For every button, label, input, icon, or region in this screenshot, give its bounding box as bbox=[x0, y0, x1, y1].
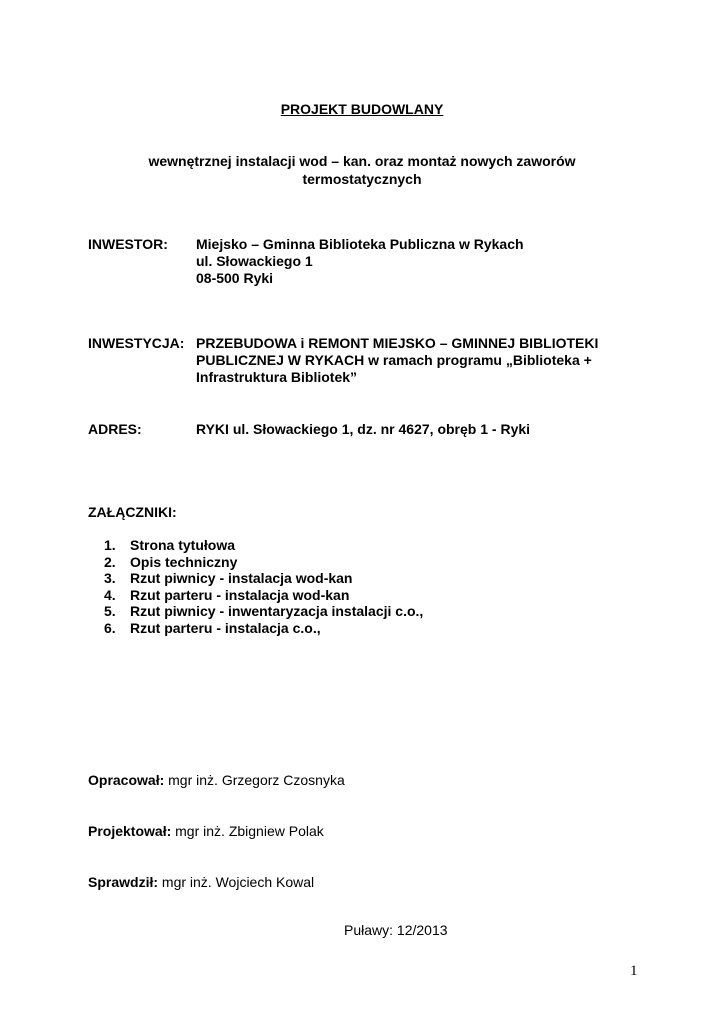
prepared-by bbox=[88, 772, 345, 788]
list-item-number: 3. bbox=[104, 570, 116, 587]
address-value: RYKI ul. Słowackiego 1, dz. nr 4627, obręb 1 - Ryki bbox=[196, 421, 531, 437]
investment-line-1: PRZEBUDOWA i REMONT MIEJSKO – GMINNEJ BIBLIOTEKI bbox=[196, 335, 599, 351]
list-item-text: Rzut piwnicy - instalacja wod-kan bbox=[130, 570, 353, 587]
list-item-text: Rzut parteru - instalacja wod-kan bbox=[130, 586, 350, 603]
prepared-by-name: mgr inż. Grzegorz Czosnyka bbox=[164, 772, 345, 788]
investor-label: INWESTOR: bbox=[88, 236, 168, 252]
document-subtitle bbox=[120, 152, 604, 188]
investment-line-3: Infrastruktura Bibliotek” bbox=[196, 369, 358, 385]
investor-name: Miejsko – Gminna Biblioteka Publiczna w Rykach bbox=[196, 236, 524, 252]
list-item-number: 5. bbox=[104, 603, 116, 620]
designed-by-name: mgr inż. Zbigniew Polak bbox=[171, 823, 324, 839]
list-item bbox=[104, 603, 423, 620]
list-item-number: 6. bbox=[104, 619, 116, 636]
checked-by bbox=[88, 874, 314, 890]
checked-by-label: Sprawdził: bbox=[88, 874, 159, 890]
list-item bbox=[104, 537, 423, 554]
list-item bbox=[104, 587, 423, 604]
address-label: ADRES: bbox=[88, 421, 142, 437]
subtitle-line-1: wewnętrznej instalacji wod – kan. oraz montaż nowych zaworów bbox=[148, 153, 576, 169]
prepared-by-label: Opracował: bbox=[88, 772, 165, 788]
document-title: PROJEKT BUDOWLANY bbox=[280, 101, 444, 117]
list-item-text: Opis techniczny bbox=[130, 553, 238, 570]
investor-details bbox=[196, 236, 524, 287]
designed-by-label: Projektował: bbox=[88, 823, 172, 839]
investor-street: ul. Słowackiego 1 bbox=[196, 253, 313, 269]
list-item bbox=[104, 620, 423, 637]
list-item-number: 1. bbox=[104, 537, 116, 553]
investor-postal: 08-500 Ryki bbox=[196, 270, 274, 286]
checked-by-name: mgr inż. Wojciech Kowal bbox=[158, 874, 315, 890]
list-item-number: 2. bbox=[104, 553, 116, 570]
subtitle-line-2: termostatycznych bbox=[302, 171, 422, 187]
attachments-list bbox=[104, 537, 423, 637]
page-number: 1 bbox=[630, 963, 638, 979]
list-item-text: Rzut piwnicy - inwentaryzacja instalacji c.o., bbox=[130, 603, 424, 620]
investment-line-2: PUBLICZNEJ W RYKACH w ramach programu „Biblioteka + bbox=[196, 352, 592, 368]
investment-label: INWESTYCJA: bbox=[88, 335, 185, 351]
place-and-date: Puławy: 12/2013 bbox=[344, 922, 448, 938]
attachments-label: ZAŁĄCZNIKI: bbox=[88, 504, 177, 520]
list-item-text: Rzut parteru - instalacja c.o., bbox=[130, 619, 321, 636]
designed-by bbox=[88, 823, 324, 839]
list-item bbox=[104, 554, 423, 571]
list-item bbox=[104, 570, 423, 587]
list-item-text: Strona tytułowa bbox=[130, 537, 236, 553]
investment-details bbox=[196, 335, 598, 386]
list-item-number: 4. bbox=[104, 586, 116, 603]
